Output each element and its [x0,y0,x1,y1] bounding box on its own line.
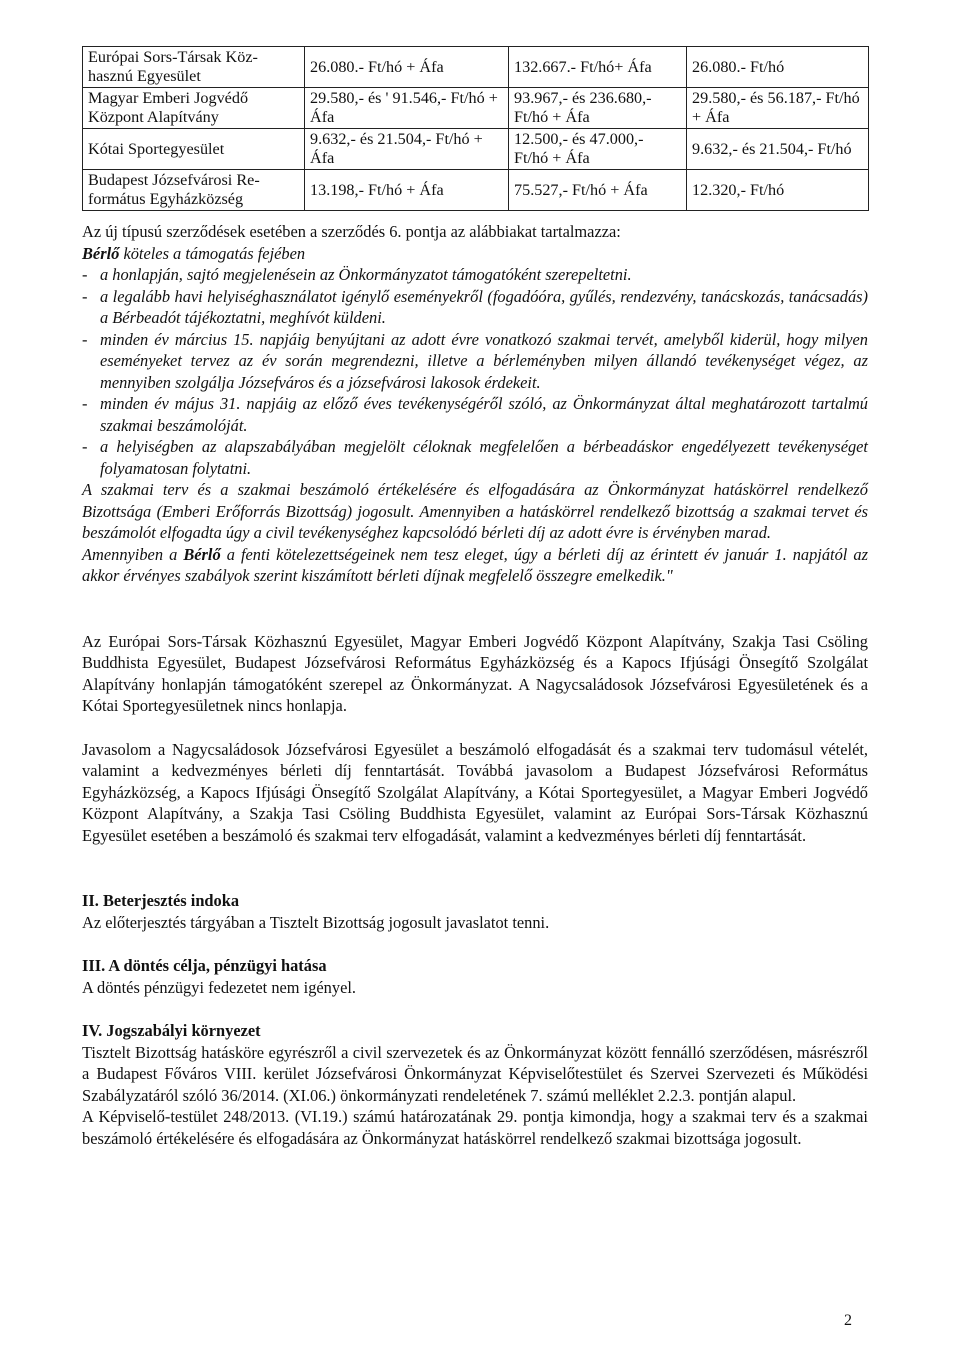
org-cell: Kótai Sportegyesület [83,129,305,170]
list-item: - minden év március 15. napjáig benyújtani az adott évre vonatkozó szakmai tervét, amelyből kiderül, hogy milyen eseményeket tervez az év során megrendezni, illetve a bérleményben milyen állandó tevékenységet végez, az mennyiben szolgálja Józsefváros és a józsefvárosi lakosok érdekeit. [82,329,868,394]
org-cell: Európai Sors-Társak Köz-hasznú Egyesület [83,47,305,88]
page-number: 2 [844,1312,852,1329]
section-title: III. A döntés célja, pénzügyi hatása [82,956,327,975]
rent-table [82,46,869,211]
list-item: - a helyiségben az alapszabályában megjelölt céloknak megfelelően a bérbeadáskor engedélyezett tevékenységet folyamatosan folytatni. [82,436,868,479]
value-cell: 75.527,- Ft/hó + Áfa [509,170,687,211]
section-body: A döntés pénzügyi fedezetet nem igényel. [82,977,356,997]
table-row [83,129,869,170]
value-cell: 26.080.- Ft/hó [687,47,869,88]
proposal-paragraph: Javasolom a Nagycsaládosok Józsefvárosi Egyesület a beszámoló elfogadását és a szakmai terv tudomásul vételét, valamint a kedvezményes bérleti díj fenntartását. Továbbá javasolom a Budapest Józsefvárosi Református Egyházközség, a Kapocs Ifjúsági Önsegítő Szolgálat Alapítvány, a Kótai Sportegyesület, a Magyar Emberi Jogvédő Központ Alapítvány, a Szakja Tasi Csöling Buddhista Egyesület, valamint az Európai Sors-Társak Közhasznú Egyesület esetében a beszámoló és szakmai terv elfogadását, valamint a kedvezményes bérleti díj fenntartását. [82,739,868,845]
table-row [83,88,869,129]
document-page [82,46,868,1149]
table-row [83,170,869,211]
list-item: - a honlapján, sajtó megjelenésein az Önkormányzatot támogatóként szerepeltetni. [82,264,868,286]
tenant-obligation-heading [82,243,868,265]
list-item: - a legalább havi helyiséghasználatot igénylő eseményekről (fogadóóra, gyűlés, rendezvény, tanácskozás, tanácsadás) a Bérbeadót tájékoztatni, meghívót küldeni. [82,286,868,329]
penalty-paragraph [82,544,868,587]
evaluation-paragraph: A szakmai terv és a szakmai beszámoló értékelésére és elfogadására az Önkormányzat hatáskörrel rendelkező Bizottsága (Emberi Erőforrás Bizottság) jogosult. Amennyiben a hatáskörrel rendelkező bizottság a szakmai tervet és beszámolót elfogadta úgy a civil tevékenységhez kapcsolódó bérleti díj az adott évre is érvényben marad. [82,480,868,542]
value-cell: 29.580,- és 56.187,- Ft/hó + Áfa [687,88,869,129]
websites-paragraph: Az Európai Sors-Társak Közhasznú Egyesület, Magyar Emberi Jogvédő Központ Alapítvány, Szakja Tasi Csöling Buddhista Egyesület, Budapest Józsefvárosi Református Egyházközség és a Kapocs Ifjúsági Önsegítő Szolgálat Alapítvány honlapján támogatóként szerepel az Önkormányzat. A Nagycsaládosok Józsefvárosi Egyesületének és a Kótai Sportegyesületnek nincs honlapja. [82,631,868,715]
list-item: - minden év május 31. napjáig az előző éves tevékenységéről szóló, az Önkormányzat által meghatározott tartalmú szakmai beszámolóját. [82,393,868,436]
value-cell: 132.667.- Ft/hó+ Áfa [509,47,687,88]
org-cell: Magyar Emberi Jogvédő Központ Alapítvány [83,88,305,129]
value-cell: 26.080.- Ft/hó + Áfa [305,47,509,88]
table-row [83,47,869,88]
intro-line: Az új típusú szerződések esetében a szerződés 6. pontja az alábbiakat tartalmazza: [82,222,621,241]
section-legal [82,1020,868,1149]
org-cell: Budapest Józsefvárosi Re-formátus Egyházközség [83,170,305,211]
section-title: IV. Jogszabályi környezet [82,1021,261,1040]
value-cell: 13.198,- Ft/hó + Áfa [305,170,509,211]
value-cell: 9.632,- és 21.504,- Ft/hó [687,129,869,170]
value-cell: 12.320,- Ft/hó [687,170,869,211]
tenant-obligation-rest: köteles a támogatás fejében [119,243,306,263]
value-cell: 93.967,- és 236.680,- Ft/hó + Áfa [509,88,687,129]
value-cell: 29.580,- és ' 91.546,- Ft/hó + Áfa [305,88,509,129]
section-title: II. Beterjesztés indoka [82,891,240,910]
section-body: Az előterjesztés tárgyában a Tisztelt Bizottság jogosult javaslatot tenni. [82,912,550,932]
penalty-pre: Amennyiben a [82,544,184,564]
tenant-word: Bérlő [183,544,221,564]
final-paragraph: A Képviselő-testület 248/2013. (VI.19.) számú határozatának 29. pontja kimondja, hogy a szakmai terv és a szakmai beszámoló értékelésére és elfogadására az Önkormányzat hatáskörrel rendelkező szakmai bizottsága jogosult. [82,1107,868,1148]
value-cell: 9.632,- és 21.504,- Ft/hó + Áfa [305,129,509,170]
section-financial [82,955,868,998]
value-cell: 12.500,- és 47.000,- Ft/hó + Áfa [509,129,687,170]
section-body: Tisztelt Bizottság hatásköre egyrészről a civil szervezetek és az Önkormányzat között fennálló szerződésen, másrészről a Budapest Főváros VIII. kerület Józsefvárosi Önkormányzat Képviselőtestület és Szervei Szervezeti és Működési Szabályzatáról szóló 36/2014. (XI.06.) önkormányzati rendeletének 7. számú melléklet 2.2.3. pontján alapul. [82,1042,868,1105]
section-reason [82,890,868,933]
tenant-word: Bérlő [82,243,120,263]
penalty-post: a fenti kötelezettségeinek nem tesz eleget, úgy a bérleti díj az érintett év január 1. napjától az akkor érvényes szabályok szerint kiszámított bérleti díjnak megfelelő összegre emelkedik." [82,544,868,585]
duty-list [82,264,868,479]
